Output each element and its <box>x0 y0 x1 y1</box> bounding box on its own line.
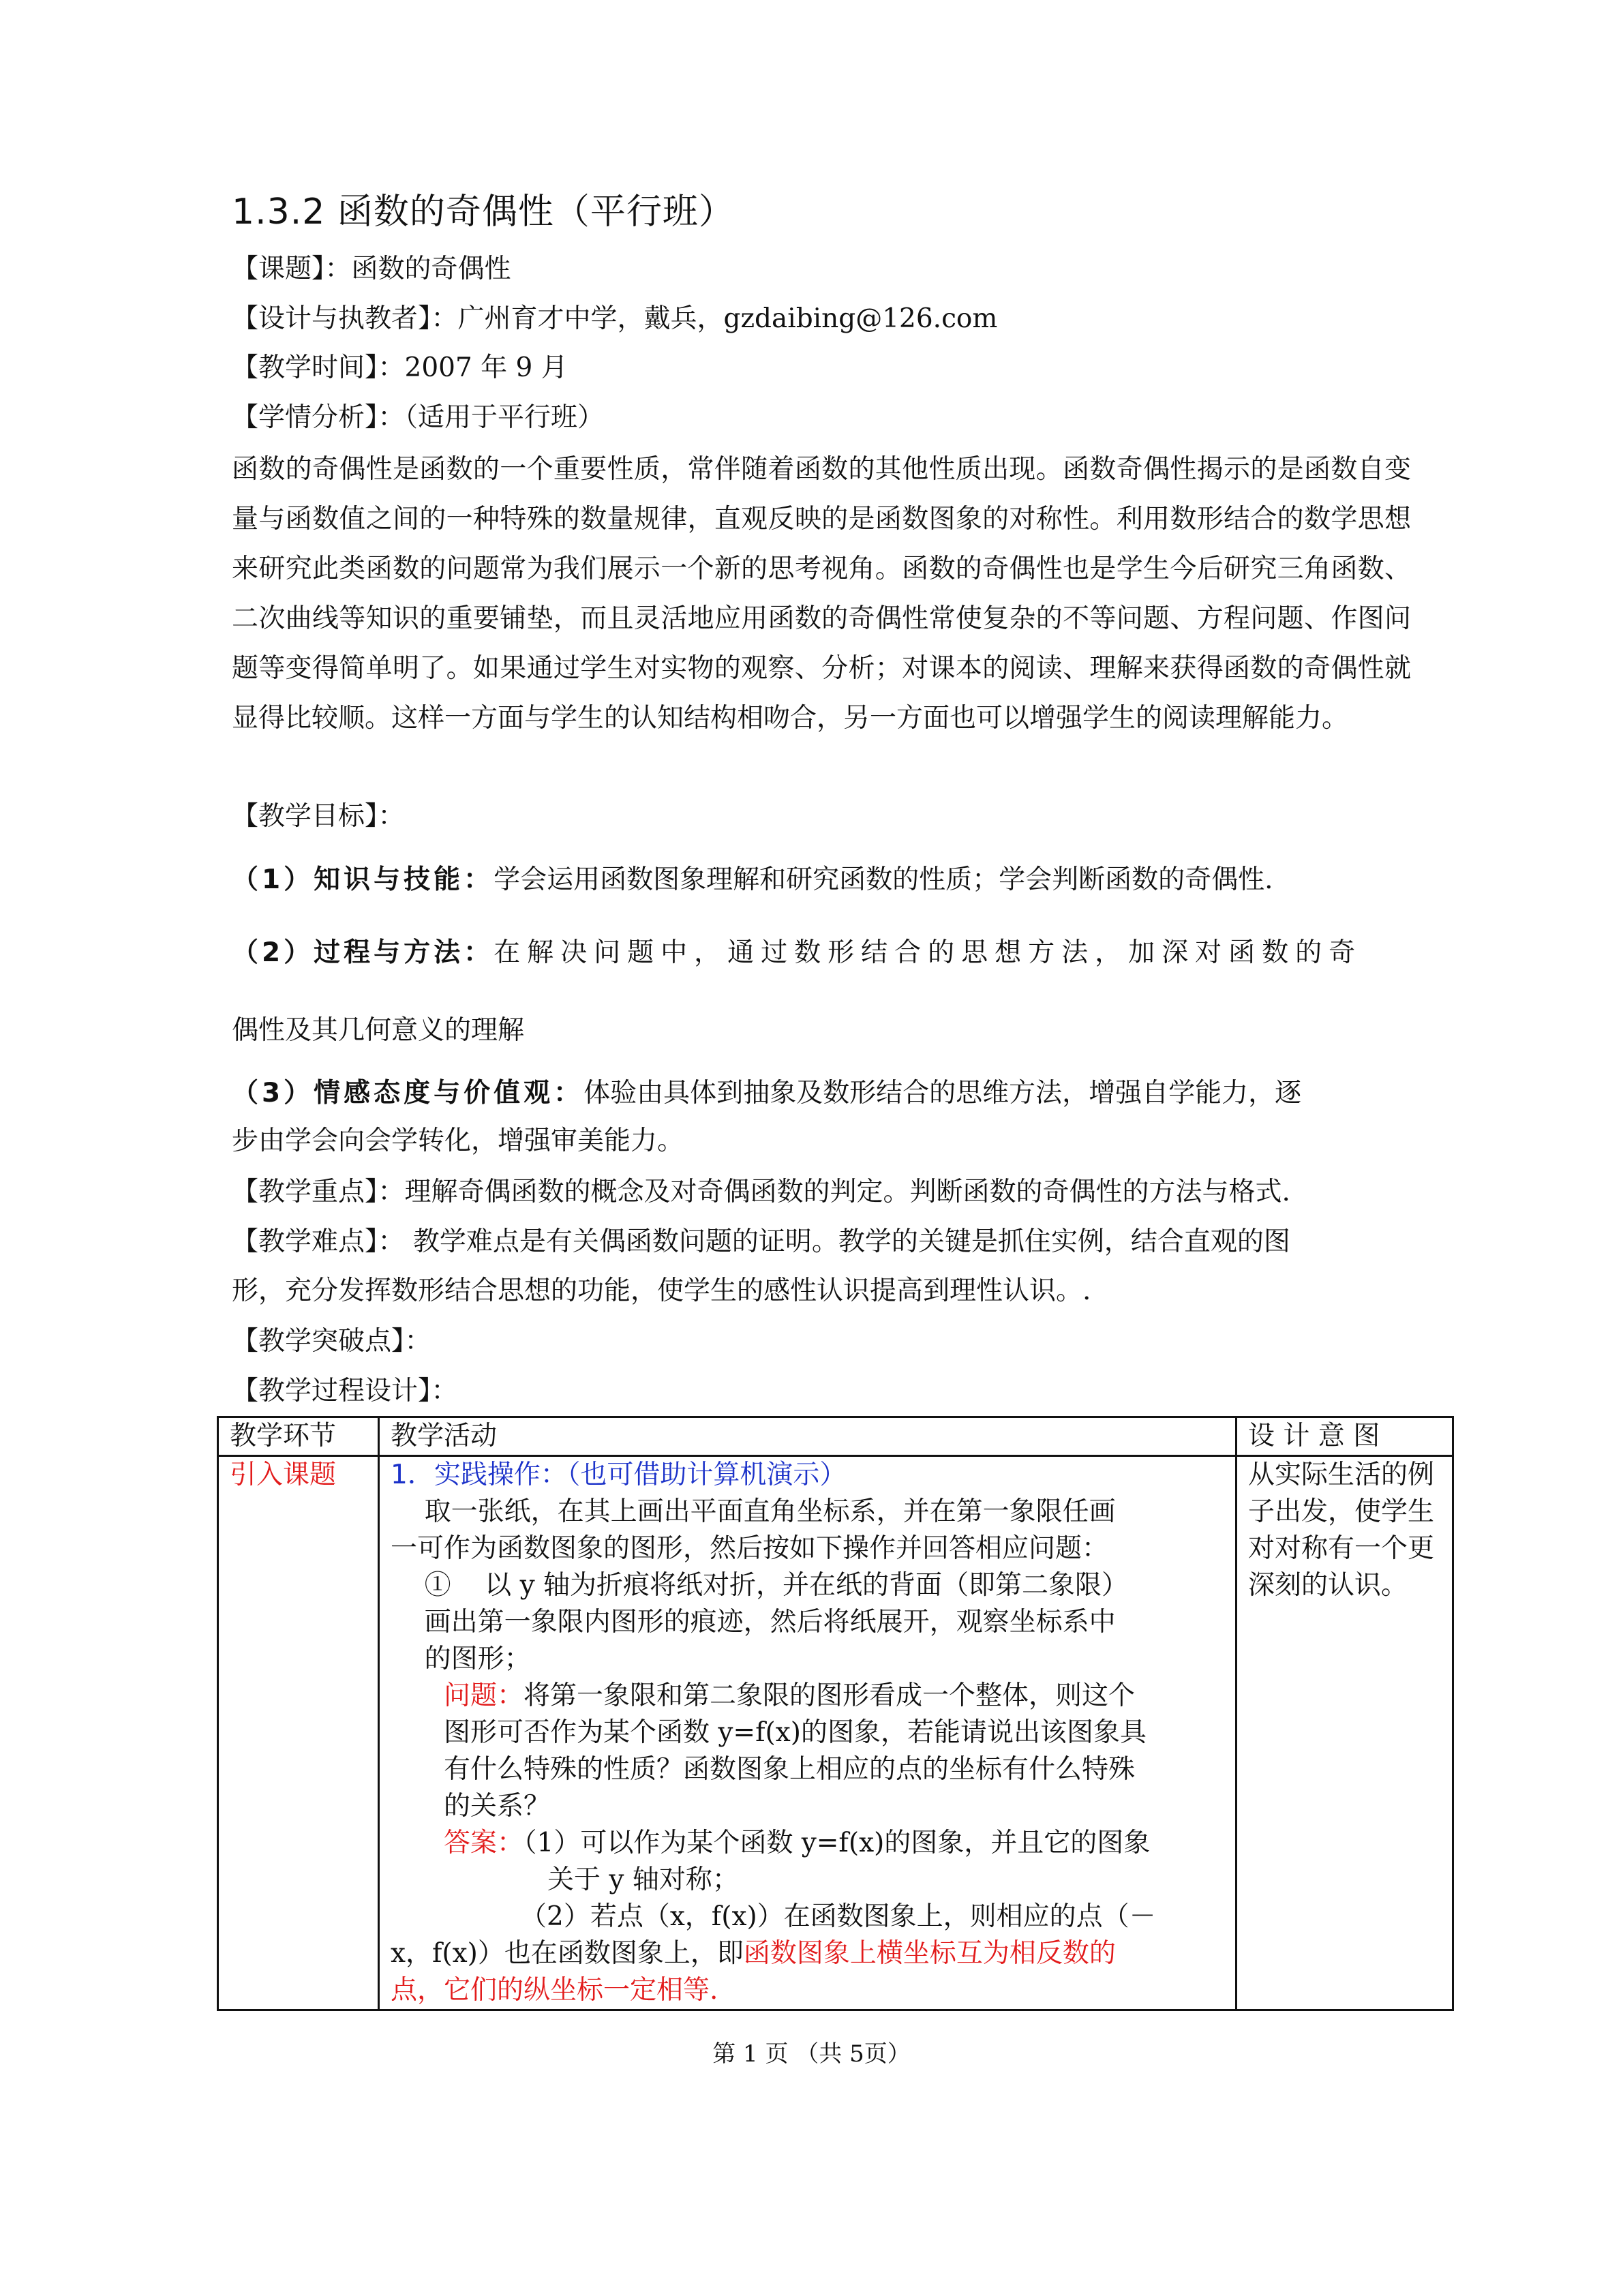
analysis-text: 函数的奇偶性是函数的一个重要性质，常伴随着函数的其他性质出现。函数奇偶性揭示的是函数自变量与函数值之间的一种特殊的数量规律，直观反映的是函数图象的对称性。利用数形结合的数学思想来研究此类函数的问题常为我们展示一个新的思考视角。函数的奇偶性也是学生今后研究三角函数、二次曲线等知识的重要铺垫，而且灵活地应用函数的奇偶性常使复杂的不等问题、方程问题、作图问题等变得简单明了。如果通过学生对实物的观察、分析；对课本的阅读、理解来获得函数的奇偶性就显得比较顺。这样一方面与学生的认知结构相吻合，另一方面也可以增强学生的阅读理解能力。 <box>232 454 1411 734</box>
answer-highlight-line: 点，它们的纵坐标一定相等. <box>391 1975 718 2006</box>
difficulties-cont: 形，充分发挥数形结合思想的功能，使学生的感性认识提高到理性认识。. <box>232 1275 1091 1306</box>
key-points-value: 理解奇偶函数的概念及对奇偶函数的判定。判断函数的奇偶性的方法与格式. <box>404 1177 1290 1207</box>
activity-cell <box>379 1456 1237 2010</box>
goal-text: 学会运用函数图象理解和研究函数的性质；学会判断函数的奇偶性. <box>494 864 1273 895</box>
question-label: 问题： <box>444 1680 524 1711</box>
meta-analysis <box>232 399 604 437</box>
activity-line: ① 以 y 轴为折痕将纸对折，并在纸的背面（即第二象限） <box>391 1570 1129 1601</box>
answer-line: （2）若点（x，f(x)）在函数图象上，则相应的点（－ <box>520 1901 1156 1932</box>
header-activity: 教学活动 <box>379 1417 1237 1456</box>
difficulties <box>232 1223 1290 1261</box>
goal-process-cont: 偶性及其几何意义的理解 <box>232 1015 525 1046</box>
intent-line: 子出发，使学生 <box>1248 1496 1435 1527</box>
meta-value: 函数的奇偶性 <box>351 254 511 284</box>
header-intent: 设 计 意 图 <box>1237 1417 1453 1456</box>
difficulties-value: 教学难点是有关偶函数问题的证明。教学的关键是抓住实例，结合直观的图 <box>404 1226 1290 1257</box>
header-stage: 教学环节 <box>218 1417 379 1456</box>
meta-value: 2007 年 9 月 <box>404 352 568 383</box>
meta-label: 【设计与执教者】： <box>232 303 458 334</box>
process-table <box>217 1416 1454 2011</box>
meta-time <box>232 349 568 387</box>
question-line: 的关系？ <box>444 1791 551 1822</box>
answer-label: 答案： <box>444 1828 524 1858</box>
answer-line <box>391 1935 1224 1972</box>
table-row <box>218 1456 1453 2010</box>
goal-head: （1）知识与技能： <box>232 864 494 895</box>
goal-knowledge <box>232 861 1273 899</box>
meta-label: 【教学时间】： <box>232 352 405 383</box>
meta-author <box>232 300 997 338</box>
breakthrough-label: 【教学突破点】： <box>232 1326 431 1357</box>
answer-text: （1）可以作为某个函数 y=f(x)的图象，并且它的图象 <box>524 1828 1151 1858</box>
goal-emotion <box>232 1074 1301 1113</box>
meta-topic <box>232 250 511 288</box>
goal-head: （3）情感态度与价值观： <box>232 1078 584 1108</box>
page-footer: 第 1 页 （共 5页） <box>712 2040 911 2068</box>
goal-text: 在解决问题中，通过数形结合的思想方法，加深对函数的奇 <box>494 937 1363 968</box>
activity-line: 的图形； <box>391 1644 531 1674</box>
intent-line: 从实际生活的例 <box>1248 1460 1435 1490</box>
meta-value: 广州育才中学，戴兵，gzdaibing@126.com <box>457 303 998 334</box>
goal-process <box>232 934 1362 972</box>
question-line: 有什么特殊的性质？函数图象上相应的点的坐标有什么特殊 <box>444 1754 1136 1785</box>
goal-head: （2）过程与方法： <box>232 937 494 968</box>
breakthrough <box>232 1323 431 1361</box>
goal-emotion-cont: 步由学会向会学转化，增强审美能力。 <box>232 1126 684 1156</box>
key-points <box>232 1173 1290 1211</box>
intent-line: 对对称有一个更 <box>1248 1533 1435 1564</box>
page-title: 1.3.2 函数的奇偶性（平行班） <box>232 192 735 232</box>
activity-line: 取一张纸，在其上画出平面直角坐标系，并在第一象限任画 <box>391 1496 1116 1527</box>
process-label: 【教学过程设计】： <box>232 1376 458 1406</box>
table-header-row <box>218 1417 1453 1456</box>
answer-highlight: 函数图象上横坐标互为相反数的 <box>743 1938 1116 1969</box>
analysis-paragraph <box>232 444 1411 743</box>
stage-cell: 引入课题 <box>218 1456 379 2010</box>
activity-line: 画出第一象限内图形的痕迹，然后将纸展开，观察坐标系中 <box>391 1607 1116 1637</box>
difficulties-label: 【教学难点】： <box>232 1226 405 1257</box>
meta-label: 【学情分析】： <box>232 402 405 433</box>
question-line: 图形可否作为某个函数 y=f(x)的图象，若能请说出该图象具 <box>444 1717 1147 1748</box>
question-line <box>391 1678 1224 1715</box>
meta-label: 【课题】： <box>232 254 352 284</box>
activity-title: 1．实践操作：（也可借助计算机演示） <box>391 1460 847 1490</box>
key-points-label: 【教学重点】： <box>232 1177 405 1207</box>
activity-line: 一可作为函数图象的图形，然后按如下操作并回答相应问题： <box>391 1533 1109 1564</box>
meta-value: （适用于平行班） <box>404 402 605 433</box>
intent-cell <box>1237 1456 1453 2010</box>
answer-text: x，f(x)）也在函数图象上，即 <box>391 1938 744 1969</box>
answer-line: 关于 y 轴对称； <box>547 1864 739 1895</box>
question-text: 将第一象限和第二象限的图形看成一个整体，则这个 <box>524 1680 1136 1711</box>
answer-line <box>391 1825 1224 1862</box>
goals-label: 【教学目标】： <box>232 801 405 832</box>
goal-text: 体验由具体到抽象及数形结合的思维方法，增强自学能力，逐 <box>583 1078 1302 1108</box>
intent-line: 深刻的认识。 <box>1248 1570 1408 1601</box>
